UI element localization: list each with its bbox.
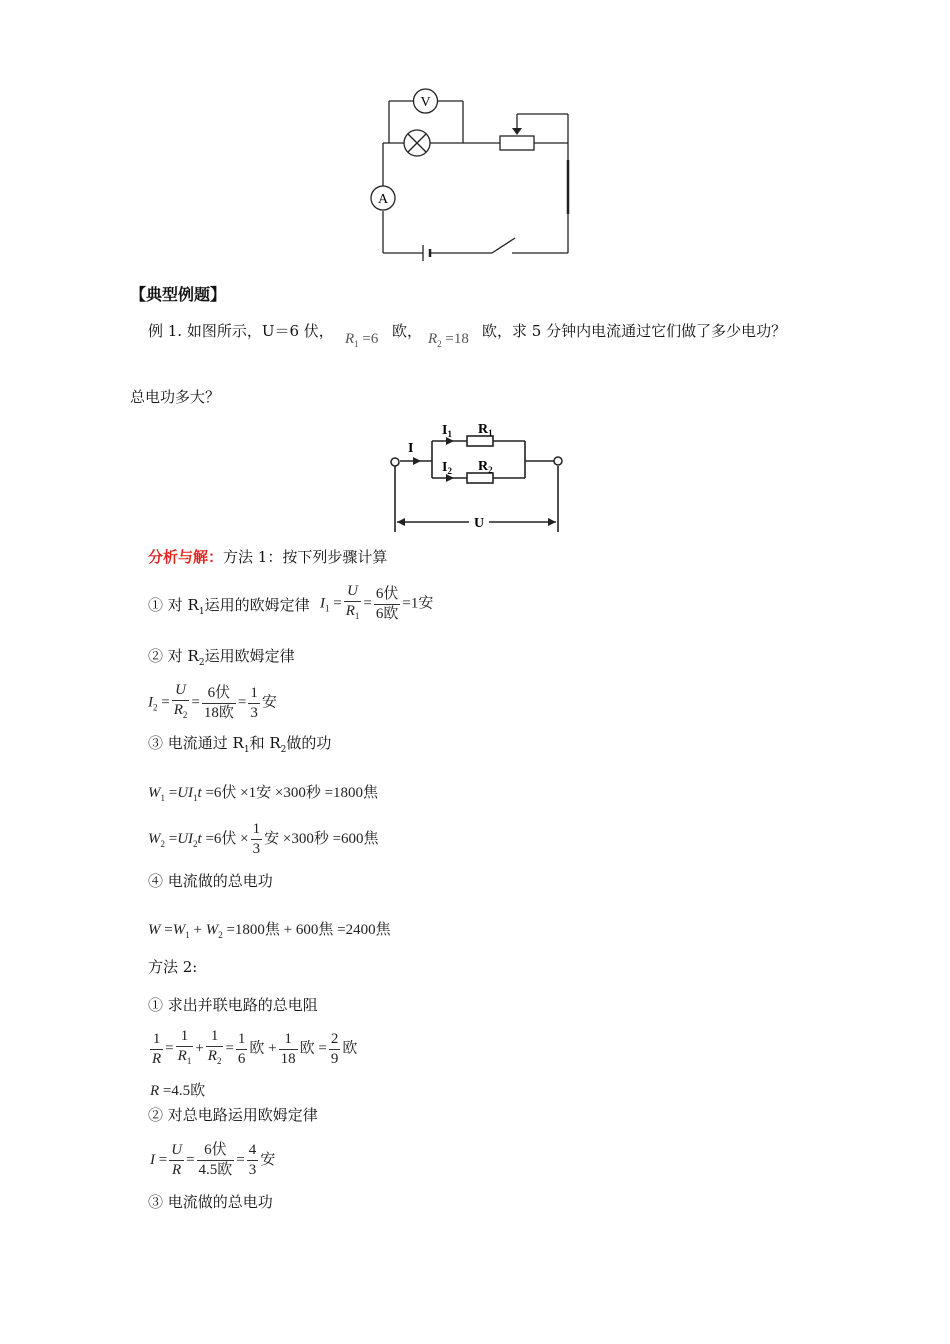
r1-formula: $R_1 =6$	[345, 331, 379, 349]
method1-title: 方法 1：按下列步骤计算	[223, 548, 388, 566]
step1-formula: $I_1$ = $\frac{U}{R_1}$ = $\frac{\text{6伏}}{\text{6欧}}$ =1安	[320, 583, 434, 622]
current-i1-label: $I_1$	[442, 423, 452, 439]
total-resistance-formula: $\frac{1}{R}$ = $\frac{1}{R_1}$ + $\frac{1}{R_2}$ = $\frac{1}{6}$ 欧 + $\frac{1}{18}$ 欧 = $\frac{2}{9}$ 欧	[152, 1028, 358, 1067]
current-i2-label: $I_2$	[442, 460, 452, 476]
r-value: R =4.5欧	[150, 1083, 206, 1099]
total-current-formula: I = $\frac{U}{R}$ = $\frac{\text{6伏}}{\text{4.5欧}}$ = $\frac{4}{3}$ 安	[150, 1142, 276, 1178]
w-total-formula: $W =W_1 + W_2 =1800$焦 + 600焦 =2400焦	[148, 922, 391, 940]
m2-step3-text: ③ 电流做的总电功	[148, 1193, 273, 1211]
lamp-icon	[404, 130, 430, 156]
solution-label: 分析与解：	[148, 548, 224, 566]
w1-formula: $W_1 =UI_1t =6$伏 ×1安 ×300秒 =1800焦	[148, 785, 379, 803]
ohm-text-1: 欧，	[392, 322, 423, 340]
step1-text: ① 对 $R_1$运用的欧姆定律	[148, 596, 310, 617]
circuit-diagram-1	[360, 82, 590, 267]
step2-formula: $I_2$ = $\frac{U}{R_2}$ = $\frac{\text{6伏}}{\text{18欧}}$ = $\frac{1}{3}$ 安	[148, 682, 277, 721]
voltmeter-label: V	[420, 95, 431, 110]
method2-title: 方法 2:	[148, 958, 198, 976]
terminal-left-icon	[391, 458, 399, 466]
section-heading: 【典型例题】	[130, 285, 227, 304]
example-intro: 例 1. 如图所示，U＝6 伏，	[148, 322, 334, 340]
resistor-r2-label: $R_2$	[478, 459, 493, 475]
step4-text: ④ 电流做的总电功	[148, 872, 273, 890]
terminal-right-icon	[554, 457, 562, 465]
example-question-2: 总电功多大？	[130, 388, 221, 406]
resistor-r1-label: $R_1$	[478, 422, 493, 438]
step3-text: ③ 电流通过 $R_1$和 $R_2$做的功	[148, 734, 332, 755]
current-label: I	[408, 441, 414, 456]
step2-text: ② 对 $R_2$运用欧姆定律	[148, 647, 295, 668]
m2-step2-text: ② 对总电路运用欧姆定律	[148, 1106, 318, 1124]
m2-step1-text: ① 求出并联电路的总电阻	[148, 996, 318, 1014]
ammeter-label: A	[377, 192, 389, 207]
r2-formula: $R_2 =18$	[428, 331, 469, 349]
example-question: 欧，求 5 分钟内电流通过它们做了多少电功？	[482, 322, 787, 340]
voltage-label: U	[473, 516, 485, 531]
solution-header	[148, 546, 387, 567]
circuit-diagram-2	[385, 418, 565, 536]
w2-formula: $W_2 =UI_2t =6$伏 × $\frac{1}{3}$ 安 ×300秒 =600焦	[148, 821, 379, 857]
